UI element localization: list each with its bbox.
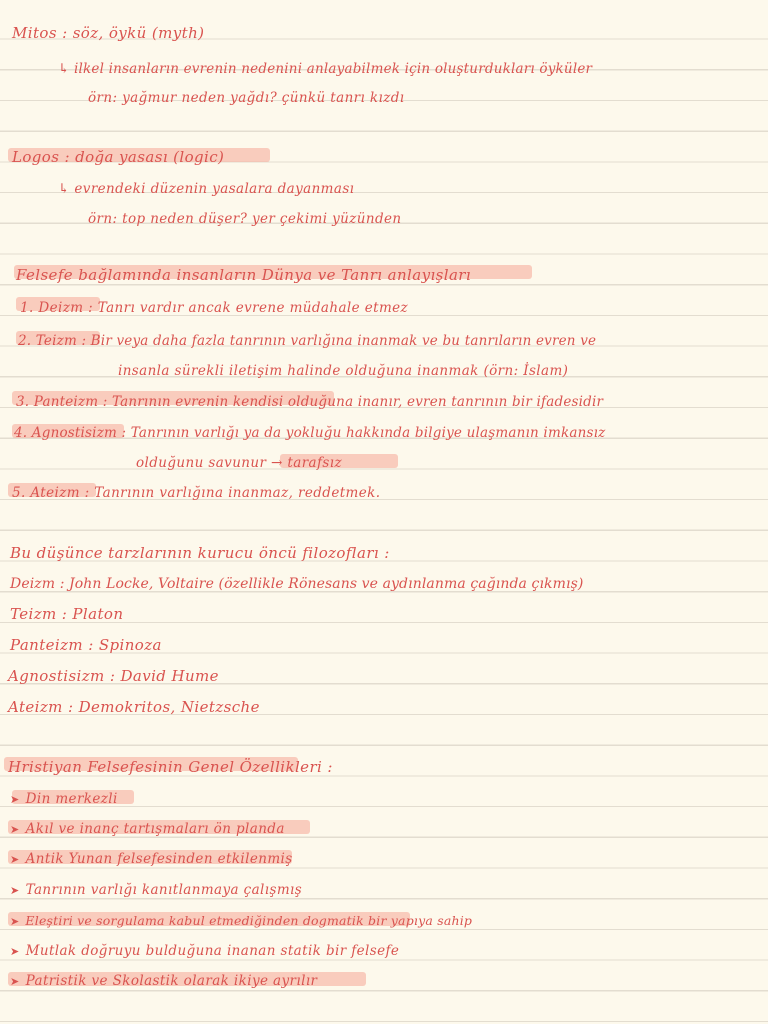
hristiyan-title: Hristiyan Felsefesinin Genel Özellikleri :: [8, 758, 333, 776]
list-item-text: Eleştiri ve sorgulama kabul etmediğinden dogmatik bir yapıya sahip: [25, 913, 473, 928]
bullet-arrow-icon: ➤: [10, 915, 20, 928]
bullet-arrow-icon: ➤: [10, 853, 20, 866]
teizm-line-1: 2. Teizm : Bir veya daha fazla tanrının varlığına inanmak ve bu tanrıların evren ve: [18, 333, 597, 349]
kurucu-agnostisizm: Agnostisizm : David Hume: [8, 667, 219, 685]
bullet-arrow-icon: ➤: [10, 884, 20, 897]
logos-title: Logos : doğa yasası (logic): [12, 148, 225, 166]
deizm-line: 1. Deizm : Tanrı vardır ancak evrene müdahale etmez: [20, 300, 409, 316]
list-item: [10, 942, 399, 961]
bullet-arrow-icon: ➤: [10, 945, 20, 958]
kurucu-teizm: Teizm : Platon: [10, 605, 124, 623]
list-item: [10, 972, 317, 991]
list-item-text: Tanrının varlığı kanıtlanmaya çalışmış: [25, 882, 303, 898]
bullet-arrow-icon: ➤: [10, 823, 20, 836]
bullet-arrow-icon: ➤: [10, 975, 20, 988]
mitos-title: Mitos : söz, öykü (myth): [12, 24, 205, 42]
bullet-arrow-icon: ➤: [10, 793, 20, 806]
kurucu-deizm: Deizm : John Locke, Voltaire (özellikle Rönesans ve aydınlanma çağında çıkmış): [10, 576, 584, 592]
mitos-example: örn: yağmur neden yağdı? çünkü tanrı kızdı: [88, 90, 405, 106]
list-item-text: Antik Yunan felsefesinden etkilenmiş: [25, 851, 293, 867]
felsefe-title: Felsefe bağlamında insanların Dünya ve Tanrı anlayışları: [16, 266, 472, 284]
agnostisizm-line-1: 4. Agnostisizm : Tanrının varlığı ya da yokluğu hakkında bilgiye ulaşmanın imkansız: [14, 425, 606, 441]
list-item-text: Mutlak doğruyu bulduğuna inanan statik bir felsefe: [25, 943, 400, 959]
teizm-line-2: insanla sürekli iletişim halinde olduğuna inanmak (örn: İslam): [118, 363, 569, 379]
list-item-text: Patristik ve Skolastik olarak ikiye ayrılır: [25, 973, 318, 989]
ateizm-line: 5. Ateizm : Tanrının varlığına inanmaz, reddetmek.: [12, 485, 381, 501]
logos-definition: ↳ evrendeki düzenin yasalara dayanması: [58, 181, 355, 197]
panteizm-line: 3. Panteizm : Tanrının evrenin kendisi olduğuna inanır, evren tanrının bir ifadesidir: [16, 394, 604, 410]
kurucu-panteizm: Panteizm : Spinoza: [10, 636, 162, 654]
list-item: [10, 790, 118, 809]
list-item: [10, 850, 293, 869]
kurucu-ateizm: Ateizm : Demokritos, Nietzsche: [8, 698, 260, 716]
agnostisizm-line-2: olduğunu savunur → tarafsız: [136, 455, 342, 471]
mitos-definition: ↳ ilkel insanların evrenin nedenini anlayabilmek için oluşturdukları öyküler: [58, 61, 593, 77]
list-item: [10, 912, 472, 931]
logos-example: örn: top neden düşer? yer çekimi yüzünden: [88, 211, 402, 227]
list-item-text: Din merkezli: [25, 791, 118, 807]
kurucu-title: Bu düşünce tarzlarının kurucu öncü filozofları :: [10, 544, 390, 562]
list-item: [10, 881, 302, 900]
list-item: [10, 820, 285, 839]
list-item-text: Akıl ve inanç tartışmaları ön planda: [25, 821, 285, 837]
